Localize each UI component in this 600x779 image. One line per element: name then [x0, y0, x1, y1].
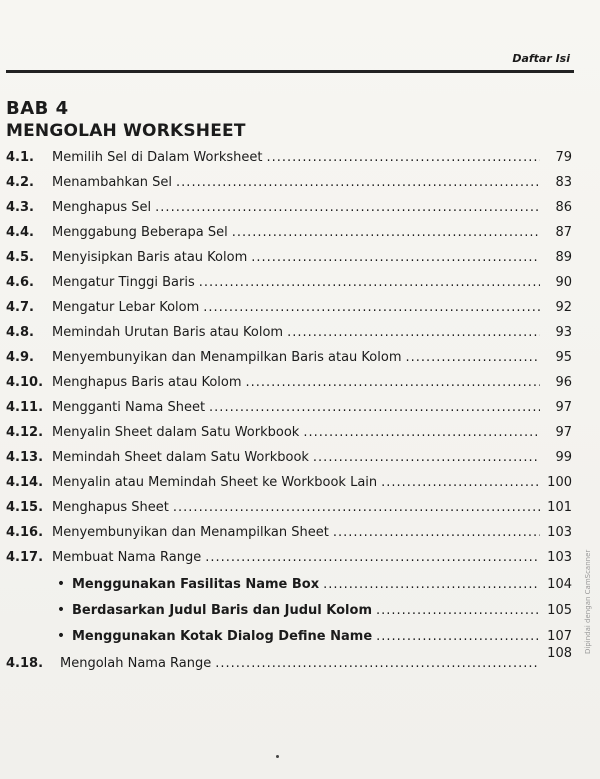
dot-leader: [209, 400, 540, 415]
dot-leader: [155, 200, 540, 215]
dot-leader: [251, 250, 540, 265]
entry-title: Menyembunyikan dan Menampilkan Sheet: [52, 525, 329, 540]
entry-page: 103: [547, 525, 572, 540]
toc-entry: [6, 450, 572, 470]
entry-number: 4.9.: [6, 350, 34, 365]
entry-title: Mengatur Lebar Kolom: [52, 300, 200, 315]
entry-page: 103: [547, 550, 572, 565]
entry-number: 4.18.: [6, 656, 44, 671]
toc-entry: [6, 150, 572, 170]
entry-number: 4.1.: [6, 150, 34, 165]
entry-title: Mengganti Nama Sheet: [52, 400, 206, 415]
entry-title: Membuat Nama Range: [52, 550, 202, 565]
chapter-title: MENGOLAH WORKSHEET: [6, 121, 246, 141]
toc-entry: [6, 500, 572, 520]
entry-number: 4.17.: [6, 550, 44, 565]
entry-number: 4.15.: [6, 500, 44, 515]
entry-number: 4.2.: [6, 175, 34, 190]
dot-leader: [303, 425, 540, 440]
entry-page: 100: [547, 475, 572, 490]
toc-entry: [6, 250, 572, 270]
entry-page: 89: [555, 250, 572, 265]
dot-leader: [205, 550, 540, 565]
entry-title: Menyalin Sheet dalam Satu Workbook: [52, 425, 300, 440]
dot-leader: [287, 325, 540, 340]
toc-entry: [6, 275, 572, 295]
dot-leader: [266, 150, 540, 165]
dot-leader: [173, 500, 540, 515]
toc-entry: [6, 425, 572, 445]
toc-entry: [6, 400, 572, 420]
entry-number: 4.16.: [6, 525, 44, 540]
dot-leader: [313, 450, 540, 465]
entry-page: 108: [547, 646, 572, 661]
toc-entry: [6, 225, 572, 245]
toc-entry: [6, 200, 572, 220]
entry-page: 79: [555, 150, 572, 165]
toc-entry: [6, 550, 572, 570]
dot-leader: [376, 629, 540, 644]
toc-entry: [6, 350, 572, 370]
entry-title: Menghapus Sheet: [52, 500, 169, 515]
entry-title: Memindah Urutan Baris atau Kolom: [52, 325, 284, 340]
entry-number: 4.4.: [6, 225, 34, 240]
entry-page: 87: [555, 225, 572, 240]
entry-title: Mengatur Tinggi Baris: [52, 275, 195, 290]
entry-page: 86: [555, 200, 572, 215]
entry-number: 4.10.: [6, 375, 44, 390]
dot-leader: [232, 225, 540, 240]
dot-leader: [199, 275, 540, 290]
entry-title: Menyembunyikan dan Menampilkan Baris atau Kolom: [52, 350, 402, 365]
entry-page: 101: [547, 500, 572, 515]
bullet: •: [56, 602, 66, 618]
entry-title: Mengolah Nama Range: [60, 656, 212, 671]
dot-leader: [203, 300, 540, 315]
toc-subentry: [50, 628, 572, 648]
toc-entry: [6, 375, 572, 395]
entry-number: 4.11.: [6, 400, 44, 415]
scanner-watermark: Dipindai dengan CamScanner: [584, 549, 592, 654]
chapter-label: BAB 4: [6, 98, 69, 119]
entry-number: 4.13.: [6, 450, 44, 465]
entry-number: 4.8.: [6, 325, 34, 340]
entry-number: 4.12.: [6, 425, 44, 440]
dot-leader: [215, 656, 540, 671]
entry-page: 93: [555, 325, 572, 340]
entry-title: Menghapus Sel: [52, 200, 152, 215]
subentry-page: 104: [547, 577, 572, 592]
entry-page: 97: [555, 400, 572, 415]
running-header: Daftar Isi: [512, 52, 570, 65]
dot-leader: [376, 603, 540, 618]
header-rule: [6, 70, 574, 73]
entry-page: 99: [555, 450, 572, 465]
subentry-page: 107: [547, 629, 572, 644]
bullet: •: [56, 576, 66, 592]
dot-leader: [323, 577, 540, 592]
entry-page: 96: [555, 375, 572, 390]
toc-entry: [6, 646, 572, 676]
entry-number: 4.14.: [6, 475, 44, 490]
entry-number: 4.6.: [6, 275, 34, 290]
bullet: •: [56, 628, 66, 644]
dot-leader: [333, 525, 540, 540]
toc-subentry: [50, 576, 572, 596]
page-mark: [276, 755, 279, 758]
entry-page: 90: [555, 275, 572, 290]
subentry-page: 105: [547, 603, 572, 618]
subentry-title: Berdasarkan Judul Baris dan Judul Kolom: [72, 603, 372, 618]
entry-title: Menggabung Beberapa Sel: [52, 225, 228, 240]
entry-title: Memindah Sheet dalam Satu Workbook: [52, 450, 309, 465]
dot-leader: [405, 350, 540, 365]
toc-subentry: [50, 602, 572, 622]
entry-page: 83: [555, 175, 572, 190]
entry-page: 97: [555, 425, 572, 440]
toc-entry: [6, 475, 572, 495]
entry-number: 4.5.: [6, 250, 34, 265]
entry-number: 4.7.: [6, 300, 34, 315]
entry-title: Menyisipkan Baris atau Kolom: [52, 250, 248, 265]
entry-title: Menambahkan Sel: [52, 175, 173, 190]
entry-title: Memilih Sel di Dalam Worksheet: [52, 150, 263, 165]
subentry-title: Menggunakan Kotak Dialog Define Name: [72, 629, 373, 644]
toc-entry: [6, 300, 572, 320]
toc-entry: [6, 175, 572, 195]
entry-title: Menyalin atau Memindah Sheet ke Workbook Lain: [52, 475, 378, 490]
dot-leader: [381, 475, 540, 490]
dot-leader: [176, 175, 540, 190]
subentry-title: Menggunakan Fasilitas Name Box: [72, 577, 320, 592]
entry-number: 4.3.: [6, 200, 34, 215]
toc-entry: [6, 325, 572, 345]
toc-entry: [6, 525, 572, 545]
entry-page: 92: [555, 300, 572, 315]
entry-title: Menghapus Baris atau Kolom: [52, 375, 242, 390]
dot-leader: [246, 375, 540, 390]
entry-page: 95: [555, 350, 572, 365]
